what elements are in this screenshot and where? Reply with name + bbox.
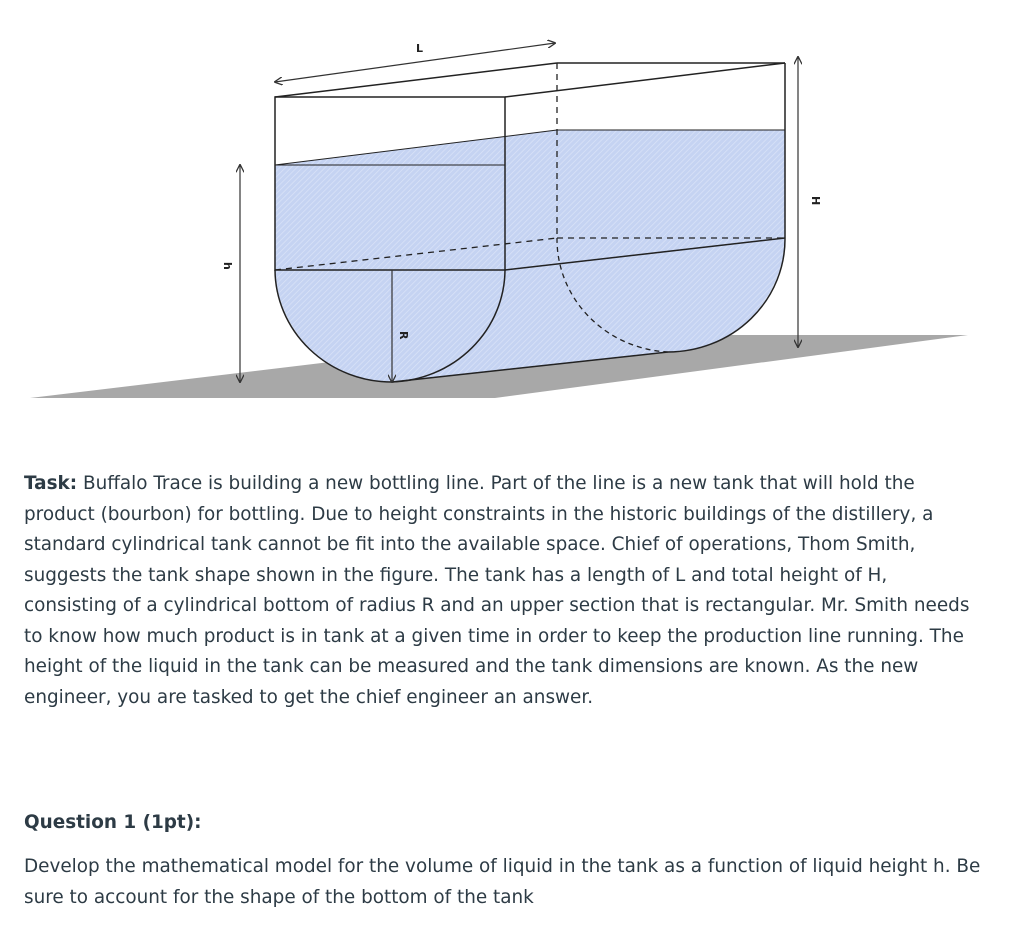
task-paragraph: [24, 469, 984, 713]
question-heading: Question 1 (1pt):: [24, 812, 202, 833]
tank-top-left-edge: [275, 63, 557, 97]
length-arrow: [275, 43, 555, 82]
radius-label: R: [397, 331, 410, 340]
height-total-label: H: [809, 196, 822, 206]
liquid-height-label: h: [221, 262, 234, 270]
tank-diagram: [0, 0, 1024, 420]
task-body: Buffalo Trace is building a new bottling line. Part of the line is a new tank that will hold the product (bourbon) for bottling. Due to height constraints in the historic buildings of the distillery, a standard cylindrical tank cannot be fit into the available space. Chief of operations, Thom Smith, suggests the tank shape shown in the figure. The tank has a length of L and total height of H, consisting of a cylindrical bottom of radius R and an upper section that is rectangular. Mr. Smith needs to know how much product is in tank at a given time in order to keep the production line running. The height of the liquid in the tank can be measured and the tank dimensions are known. As the new engineer, you are tasked to get the chief engineer an answer.: [24, 473, 970, 708]
tank-top-right-edge: [505, 63, 785, 97]
length-label: L: [416, 42, 424, 55]
task-heading: Task:: [24, 473, 78, 494]
question-body: Develop the mathematical model for the volume of liquid in the tank as a function of liquid height h. Be sure to account for the shape of the bottom of the tank: [24, 856, 981, 908]
